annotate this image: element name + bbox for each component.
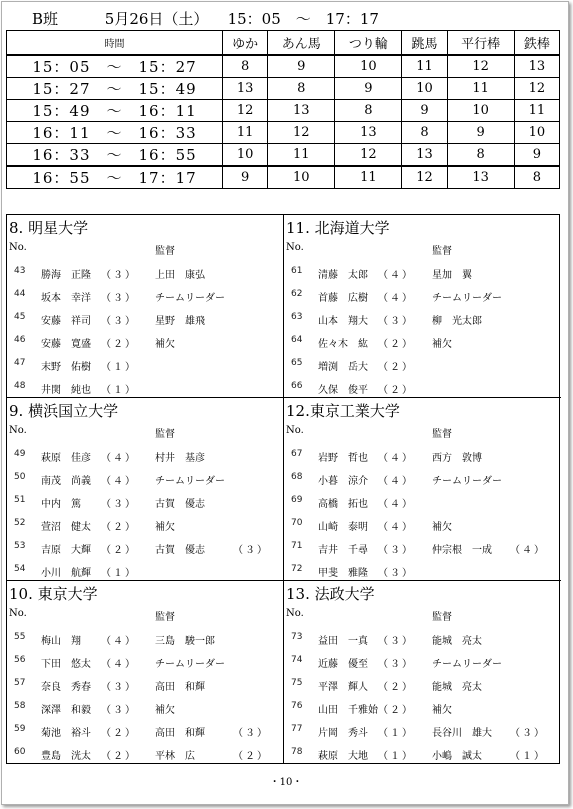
no-label: No. [9, 242, 27, 253]
rotation-team-cell: 10 [514, 121, 559, 143]
roster-row [284, 491, 560, 513]
kantoku-label: 監督 [432, 612, 452, 623]
rotation-row [7, 121, 560, 143]
rotation-team-cell: 10 [335, 55, 402, 78]
athlete-name: 井関 純也 [41, 385, 91, 396]
athlete-year: （２） [101, 545, 137, 556]
athlete-number: 63 [291, 312, 303, 322]
supervisor-name: チームリーダー [432, 476, 502, 487]
roster-row [284, 743, 560, 765]
athlete-number: 65 [291, 358, 303, 368]
athlete-number: 51 [14, 495, 26, 505]
supervisor-name: 補欠 [432, 705, 452, 716]
no-label: No. [286, 608, 304, 619]
athlete-number: 76 [291, 701, 303, 711]
athlete-year: （１） [378, 728, 414, 739]
roster-row [7, 468, 283, 490]
athlete-name: 吉原 大輝 [41, 545, 91, 556]
session-header [32, 8, 379, 28]
athlete-name: 萩原 佳彦 [41, 453, 91, 464]
team-title: 12.東京工業大学 [286, 402, 400, 420]
roster-row [284, 468, 560, 490]
rotation-team-cell: 9 [514, 143, 559, 166]
athlete-year: （２） [378, 705, 414, 716]
athlete-year: （３） [378, 659, 414, 670]
supervisor-name: 補欠 [432, 339, 452, 350]
athlete-number: 50 [14, 472, 26, 482]
athlete-year: （３） [378, 636, 414, 647]
supervisor-name: 能城 亮太 [432, 636, 482, 647]
rotation-team-cell: 8 [223, 55, 268, 78]
athlete-year: （２） [378, 362, 414, 373]
rotation-team-cell: 8 [268, 77, 335, 99]
rotation-team-cell: 13 [335, 121, 402, 143]
supervisor-name: 長谷川 雄大 [432, 728, 492, 739]
supervisor-year: （２） [233, 751, 269, 762]
rotation-header-row [7, 31, 560, 55]
roster-row [284, 651, 560, 673]
roster-row [284, 445, 560, 467]
team-title: 10. 東京大学 [9, 585, 98, 603]
athlete-name: 萩原 大地 [318, 751, 368, 762]
supervisor-name: 能城 亮太 [432, 682, 482, 693]
athlete-number: 49 [14, 449, 26, 459]
athlete-year: （２） [378, 339, 414, 350]
supervisor-name: 三島 駿一郎 [155, 636, 215, 647]
rotation-team-cell: 9 [268, 55, 335, 78]
athlete-name: 梅山 翔 [41, 636, 81, 647]
roster-row [284, 354, 560, 376]
team-block [7, 398, 284, 581]
rotation-team-cell: 8 [514, 166, 559, 189]
no-label: No. [286, 242, 304, 253]
athlete-number: 47 [14, 358, 26, 368]
athlete-name: 山崎 泰明 [318, 522, 368, 533]
roster-row [7, 445, 283, 467]
athlete-year: （３） [101, 705, 137, 716]
team-title: 9. 横浜国立大学 [9, 402, 119, 420]
athlete-number: 45 [14, 312, 26, 322]
athlete-year: （２） [378, 682, 414, 693]
athlete-number: 57 [14, 678, 26, 688]
roster-row [7, 720, 283, 742]
session-date: 5月26日（土） [104, 10, 209, 28]
athlete-number: 66 [291, 381, 303, 391]
athlete-number: 69 [291, 495, 303, 505]
roster-row [284, 720, 560, 742]
supervisor-name: 補欠 [155, 705, 175, 716]
athlete-year: （４） [101, 476, 137, 487]
team-block [284, 581, 561, 764]
supervisor-year: （３） [233, 728, 269, 739]
supervisor-name: 星加 翼 [432, 270, 472, 281]
rotation-row [7, 166, 560, 189]
roster-row [284, 262, 560, 284]
rotation-team-cell: 10 [268, 166, 335, 189]
athlete-number: 73 [291, 632, 303, 642]
kantoku-label: 監督 [155, 246, 175, 257]
rotation-time-cell: 16：33 ～ 16：55 [7, 143, 223, 166]
athlete-name: 小川 航輝 [41, 568, 91, 579]
athlete-number: 64 [291, 335, 303, 345]
rotation-team-cell: 11 [447, 77, 514, 99]
athlete-name: 深澤 和毅 [41, 705, 91, 716]
athlete-name: 平澤 輝人 [318, 682, 368, 693]
rotation-team-cell: 13 [402, 143, 447, 166]
rotation-row [7, 77, 560, 99]
apparatus-header: 跳馬 [402, 31, 447, 55]
kantoku-label: 監督 [155, 429, 175, 440]
roster-row [284, 377, 560, 399]
apparatus-header: 鉄棒 [514, 31, 559, 55]
athlete-name: 高橋 拓也 [318, 499, 368, 510]
athlete-name: 末野 佑樹 [41, 362, 91, 373]
roster-column-labels [9, 425, 279, 439]
athlete-name: 首藤 広樹 [318, 293, 368, 304]
athlete-number: 74 [291, 655, 303, 665]
athlete-name: 萱沼 健太 [41, 522, 91, 533]
athlete-number: 56 [14, 655, 26, 665]
athlete-year: （１） [101, 362, 137, 373]
athlete-name: 菊池 裕斗 [41, 728, 91, 739]
athlete-name: 南茂 尚義 [41, 476, 91, 487]
athlete-year: （３） [101, 316, 137, 327]
team-title: 11. 北海道大学 [286, 219, 390, 237]
athlete-year: （１） [101, 385, 137, 396]
supervisor-name: 星野 雄飛 [155, 316, 205, 327]
athlete-number: 52 [14, 518, 26, 528]
supervisor-name: 補欠 [155, 339, 175, 350]
supervisor-name: 補欠 [432, 522, 452, 533]
athlete-number: 77 [291, 724, 303, 734]
rotation-team-cell: 13 [268, 99, 335, 121]
roster-column-labels [286, 425, 556, 439]
rotation-team-cell: 11 [402, 55, 447, 78]
supervisor-name: 高田 和輝 [155, 728, 205, 739]
rotation-team-cell: 13 [223, 77, 268, 99]
roster-row [7, 331, 283, 353]
roster-row [284, 628, 560, 650]
athlete-number: 62 [291, 289, 303, 299]
apparatus-header: 平行棒 [447, 31, 514, 55]
rotation-team-cell: 8 [402, 121, 447, 143]
rotation-team-cell: 12 [268, 121, 335, 143]
athlete-year: （４） [101, 453, 137, 464]
session-time: 15：05 ～ 17：17 [227, 10, 379, 28]
rotation-team-cell: 10 [223, 143, 268, 166]
athlete-number: 46 [14, 335, 26, 345]
rotation-team-cell: 12 [447, 55, 514, 78]
athlete-year: （２） [378, 385, 414, 396]
rotation-team-cell: 11 [223, 121, 268, 143]
athlete-number: 43 [14, 266, 26, 276]
supervisor-name: チームリーダー [155, 293, 225, 304]
team-title: 13. 法政大学 [286, 585, 375, 603]
roster-row [7, 262, 283, 284]
rotation-team-cell: 12 [223, 99, 268, 121]
athlete-year: （３） [378, 568, 414, 579]
athlete-year: （４） [378, 453, 414, 464]
team-block [284, 215, 561, 398]
supervisor-name: チームリーダー [432, 659, 502, 670]
rotation-team-cell: 9 [223, 166, 268, 189]
supervisor-name: 西方 敦博 [432, 453, 482, 464]
page-number: ・10・ [269, 777, 303, 788]
team-block [7, 215, 284, 398]
supervisor-name: チームリーダー [155, 659, 225, 670]
roster-row [7, 743, 283, 765]
athlete-number: 67 [291, 449, 303, 459]
athlete-number: 68 [291, 472, 303, 482]
roster-row [7, 308, 283, 330]
rotation-team-cell: 9 [335, 77, 402, 99]
roster-row [7, 514, 283, 536]
roster-column-labels [286, 608, 556, 622]
rotation-team-cell: 9 [402, 99, 447, 121]
roster-column-labels [9, 608, 279, 622]
kantoku-label: 監督 [432, 246, 452, 257]
athlete-number: 75 [291, 678, 303, 688]
roster-column-labels [9, 242, 279, 256]
athlete-year: （４） [378, 522, 414, 533]
apparatus-header: ゆか [223, 31, 268, 55]
supervisor-year: （４） [510, 545, 546, 556]
athlete-year: （２） [101, 751, 137, 762]
roster-row [7, 377, 283, 399]
athlete-number: 59 [14, 724, 26, 734]
rotation-team-cell: 8 [335, 99, 402, 121]
team-block [284, 398, 561, 581]
supervisor-year: （３） [233, 545, 269, 556]
roster-row [7, 628, 283, 650]
athlete-name: 甲斐 雅隆 [318, 568, 368, 579]
athlete-year: （３） [378, 545, 414, 556]
roster-row [7, 354, 283, 376]
apparatus-header: つり輪 [335, 31, 402, 55]
athlete-number: 44 [14, 289, 26, 299]
athlete-year: （１） [101, 568, 137, 579]
athlete-number: 55 [14, 632, 26, 642]
kantoku-label: 監督 [155, 612, 175, 623]
roster-row [284, 308, 560, 330]
rotation-row [7, 99, 560, 121]
athlete-number: 71 [291, 541, 303, 551]
athlete-number: 54 [14, 564, 26, 574]
roster-row [284, 285, 560, 307]
athlete-number: 78 [291, 747, 303, 757]
roster-row [7, 674, 283, 696]
athlete-year: （３） [101, 270, 137, 281]
rotation-time-cell: 15：49 ～ 16：11 [7, 99, 223, 121]
athlete-year: （４） [378, 270, 414, 281]
athlete-name: 山田 千雅始 [318, 705, 378, 716]
athlete-name: 中内 篤 [41, 499, 81, 510]
athlete-year: （３） [378, 316, 414, 327]
supervisor-name: チームリーダー [155, 476, 225, 487]
roster-row [7, 285, 283, 307]
team-block [7, 581, 284, 764]
rotation-row [7, 143, 560, 166]
athlete-name: 勝海 正隆 [41, 270, 91, 281]
athlete-name: 増渕 岳大 [318, 362, 368, 373]
rotation-team-cell: 11 [514, 99, 559, 121]
supervisor-name: 古賀 優志 [155, 499, 205, 510]
athlete-year: （３） [101, 293, 137, 304]
time-column-header: 時間 [7, 31, 223, 55]
athlete-year: （１） [378, 751, 414, 762]
athlete-name: 小暮 涼介 [318, 476, 368, 487]
supervisor-name: 高田 和輝 [155, 682, 205, 693]
rotation-team-cell: 12 [514, 77, 559, 99]
roster-row [284, 697, 560, 719]
athlete-name: 安藤 寛盛 [41, 339, 91, 350]
athlete-year: （２） [101, 339, 137, 350]
supervisor-name: 仲宗根 一成 [432, 545, 492, 556]
rotation-team-cell: 13 [514, 55, 559, 78]
athlete-number: 53 [14, 541, 26, 551]
roster-row [284, 537, 560, 559]
athlete-name: 益田 一真 [318, 636, 368, 647]
athlete-name: 下田 悠太 [41, 659, 91, 670]
rotation-team-cell: 12 [402, 166, 447, 189]
supervisor-year: （３） [510, 728, 546, 739]
roster-row [284, 514, 560, 536]
athlete-year: （４） [101, 659, 137, 670]
rotation-team-cell: 8 [447, 143, 514, 166]
athlete-year: （３） [101, 682, 137, 693]
athlete-year: （４） [378, 499, 414, 510]
athlete-year: （３） [101, 499, 137, 510]
rotation-team-cell: 11 [335, 166, 402, 189]
rotation-time-cell: 16：55 ～ 17：17 [7, 166, 223, 189]
athlete-number: 58 [14, 701, 26, 711]
athlete-name: 山本 翔大 [318, 316, 368, 327]
athlete-name: 清藤 太郎 [318, 270, 368, 281]
rotation-table [6, 30, 560, 189]
rotation-row [7, 55, 560, 78]
athlete-name: 安藤 祥司 [41, 316, 91, 327]
roster-row [284, 560, 560, 582]
roster-row [284, 674, 560, 696]
athlete-year: （２） [101, 522, 137, 533]
roster-row [7, 697, 283, 719]
apparatus-header: あん馬 [268, 31, 335, 55]
athlete-number: 48 [14, 381, 26, 391]
supervisor-name: チームリーダー [432, 293, 502, 304]
team-roster-grid [6, 214, 560, 764]
athlete-name: 岩野 哲也 [318, 453, 368, 464]
no-label: No. [286, 425, 304, 436]
rotation-team-cell: 10 [447, 99, 514, 121]
supervisor-name: 村井 基彦 [155, 453, 205, 464]
rotation-team-cell: 10 [402, 77, 447, 99]
athlete-name: 佐々木 紘 [318, 339, 368, 350]
rotation-team-cell: 11 [268, 143, 335, 166]
athlete-name: 坂本 幸洋 [41, 293, 91, 304]
roster-row [7, 560, 283, 582]
athlete-name: 近藤 優至 [318, 659, 368, 670]
rotation-time-cell: 16：11 ～ 16：33 [7, 121, 223, 143]
rotation-team-cell: 12 [335, 143, 402, 166]
supervisor-name: 上田 康弘 [155, 270, 205, 281]
athlete-year: （４） [378, 476, 414, 487]
athlete-year: （４） [101, 636, 137, 647]
rotation-team-cell: 13 [447, 166, 514, 189]
athlete-name: 奈良 秀春 [41, 682, 91, 693]
no-label: No. [9, 425, 27, 436]
supervisor-name: 古賀 優志 [155, 545, 205, 556]
document-page [1, 1, 569, 805]
supervisor-name: 平林 広 [155, 751, 195, 762]
roster-column-labels [286, 242, 556, 256]
supervisor-name: 柳 光太郎 [432, 316, 482, 327]
rotation-time-cell: 15：05 ～ 15：27 [7, 55, 223, 78]
team-title: 8. 明星大学 [9, 219, 89, 237]
athlete-name: 豊島 洸太 [41, 751, 91, 762]
rotation-time-cell: 15：27 ～ 15：49 [7, 77, 223, 99]
athlete-number: 70 [291, 518, 303, 528]
supervisor-name: 補欠 [155, 522, 175, 533]
athlete-number: 61 [291, 266, 303, 276]
no-label: No. [9, 608, 27, 619]
athlete-number: 60 [14, 747, 26, 757]
roster-row [7, 537, 283, 559]
supervisor-name: 小嶋 誠太 [432, 751, 482, 762]
roster-row [7, 491, 283, 513]
roster-row [7, 651, 283, 673]
rotation-team-cell: 9 [447, 121, 514, 143]
group-label: B班 [32, 10, 59, 28]
supervisor-year: （１） [510, 751, 546, 762]
athlete-name: 片岡 秀斗 [318, 728, 368, 739]
athlete-name: 久保 俊平 [318, 385, 368, 396]
athlete-year: （４） [378, 293, 414, 304]
athlete-year: （２） [101, 728, 137, 739]
roster-row [284, 331, 560, 353]
athlete-name: 吉井 千尋 [318, 545, 368, 556]
athlete-number: 72 [291, 564, 303, 574]
kantoku-label: 監督 [432, 429, 452, 440]
